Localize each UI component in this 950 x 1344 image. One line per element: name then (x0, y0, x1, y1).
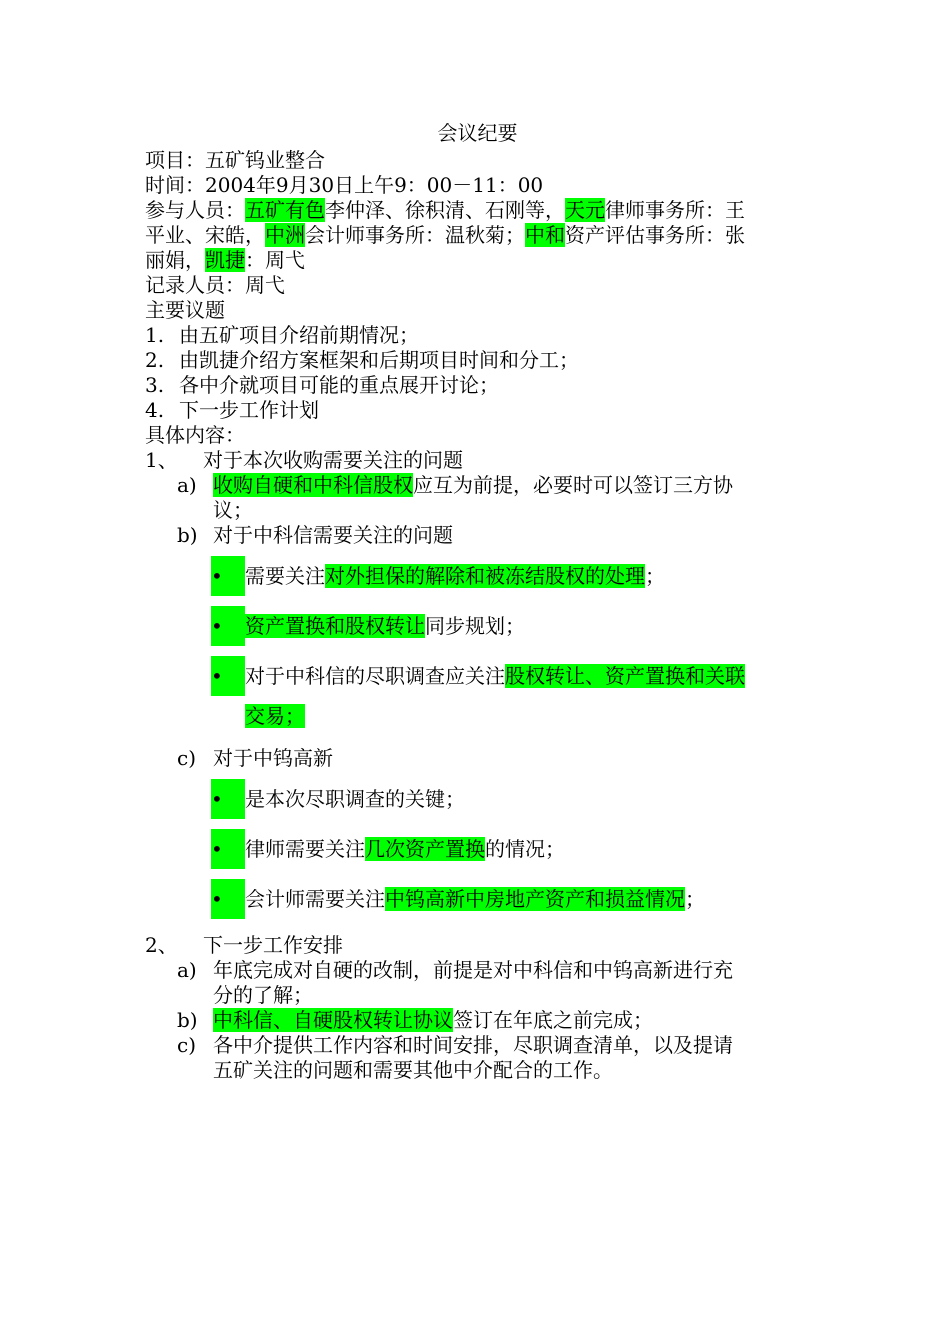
sub-number: b) (177, 1008, 198, 1032)
section-1-item-a (145, 473, 810, 523)
list-item (211, 556, 810, 596)
section-number: 1、 (145, 448, 178, 472)
highlight-org: 中洲 (265, 223, 305, 247)
sub-number: c) (177, 1033, 197, 1057)
section-2-item-c (145, 1033, 810, 1083)
section-title: 对于本次收购需要关注的问题 (203, 448, 463, 472)
project-line: 项目：五矿钨业整合 (145, 148, 325, 172)
list-text: 各中介就项目可能的重点展开讨论； (179, 373, 499, 397)
bullet-icon: • (211, 606, 245, 646)
highlight-org: 中和 (525, 223, 565, 247)
item-text: 是本次尽职调查的关键； (245, 787, 465, 811)
item-text: 的情况； (485, 837, 565, 861)
item-text: 各中介提供工作内容和时间安排，尽职调查清单，以及提请 (213, 1033, 733, 1057)
list-text: 由五矿项目介绍前期情况； (179, 323, 419, 347)
section-1-item-c (145, 746, 810, 771)
highlight-org: 五矿有色 (245, 198, 325, 222)
highlight-text: 几次资产置换 (365, 837, 485, 861)
participants-text: 丽娟， (145, 248, 205, 272)
item-title: 对于中科信需要关注的问题 (213, 523, 453, 547)
list-item (211, 606, 810, 646)
item-text: 分的了解； (213, 983, 313, 1007)
list-number: 2. (145, 348, 165, 372)
highlight-org: 凯捷 (205, 248, 245, 272)
item-text: 律师需要关注 (245, 837, 365, 861)
highlight-text: 中科信、自硬股权转让协议 (213, 1008, 453, 1032)
list-item (145, 398, 810, 423)
bullet-list-c (145, 779, 810, 919)
section-2-heading (145, 933, 810, 958)
highlight-text: 中钨高新中房地产资产和损益情况 (385, 887, 685, 911)
time-line: 时间：2004年9月30日上午9：00－11：00 (145, 173, 544, 197)
list-item (211, 879, 810, 919)
participants (145, 198, 810, 273)
item-text: 五矿关注的问题和需要其他中介配合的工作。 (213, 1058, 613, 1082)
item-text: 议； (213, 498, 253, 522)
participants-text: 资产评估事务所：张 (565, 223, 745, 247)
participants-text: 会计师事务所：温秋菊； (305, 223, 525, 247)
section-2-item-a (145, 958, 810, 1008)
bullet-icon: • (211, 556, 245, 596)
list-item (211, 829, 810, 869)
item-text: 签订在年底之前完成； (453, 1008, 653, 1032)
bullet-icon: • (211, 656, 245, 696)
bullet-icon: • (211, 829, 245, 869)
content-title: 具体内容： (145, 423, 245, 447)
highlight-text: 资产置换和股权转让 (245, 614, 425, 638)
highlight-org: 天元 (565, 198, 605, 222)
section-1-item-b (145, 523, 810, 548)
item-text: 会计师需要关注 (245, 887, 385, 911)
section-2-item-b (145, 1008, 810, 1033)
agenda-list (145, 323, 810, 423)
list-item (211, 779, 810, 819)
agenda-title: 主要议题 (145, 298, 225, 322)
section-title: 下一步工作安排 (203, 933, 343, 957)
item-text: ； (645, 564, 665, 588)
sub-number: a) (177, 473, 197, 497)
item-text: 年底完成对自硬的改制，前提是对中科信和中钨高新进行充 (213, 958, 733, 982)
list-item (145, 348, 810, 373)
list-text: 由凯捷介绍方案框架和后期项目时间和分工； (179, 348, 579, 372)
list-number: 4. (145, 398, 165, 422)
list-text: 下一步工作计划 (179, 398, 319, 422)
item-text: 需要关注 (245, 564, 325, 588)
participants-text: ：周弋 (245, 248, 305, 272)
doc-title: 会议纪要 (437, 121, 518, 145)
section-number: 2、 (145, 933, 178, 957)
meeting-minutes (145, 121, 810, 1083)
participants-label: 参与人员： (145, 198, 245, 222)
list-item (145, 373, 810, 398)
sub-number: a) (177, 958, 197, 982)
bullet-list-b (145, 556, 810, 736)
recorder-line: 记录人员：周弋 (145, 273, 285, 297)
participants-text: 律师事务所：王 (605, 198, 745, 222)
highlight-text: 收购自硬和中科信股权 (213, 473, 413, 497)
bullet-icon: • (211, 879, 245, 919)
item-text: ； (685, 887, 705, 911)
list-number: 1. (145, 323, 165, 347)
item-text: 对于中科信的尽职调查应关注 (245, 664, 505, 688)
list-number: 3. (145, 373, 165, 397)
bullet-icon: • (211, 779, 245, 819)
sub-number: b) (177, 523, 198, 547)
item-title: 对于中钨高新 (213, 746, 333, 770)
item-text: 同步规划； (425, 614, 525, 638)
highlight-text: 对外担保的解除和被冻结股权的处理 (325, 564, 645, 588)
highlight-text: 股权转让、资产置换和关联 (505, 664, 745, 688)
participants-text: 李仲泽、徐积清、石刚等， (325, 198, 565, 222)
highlight-text: 交易； (245, 704, 305, 728)
item-text: 应互为前提，必要时可以签订三方协 (413, 473, 733, 497)
list-item (145, 323, 810, 348)
section-1-heading (145, 448, 810, 473)
list-item (211, 656, 810, 736)
sub-number: c) (177, 746, 197, 770)
participants-text: 平业、宋皓， (145, 223, 265, 247)
